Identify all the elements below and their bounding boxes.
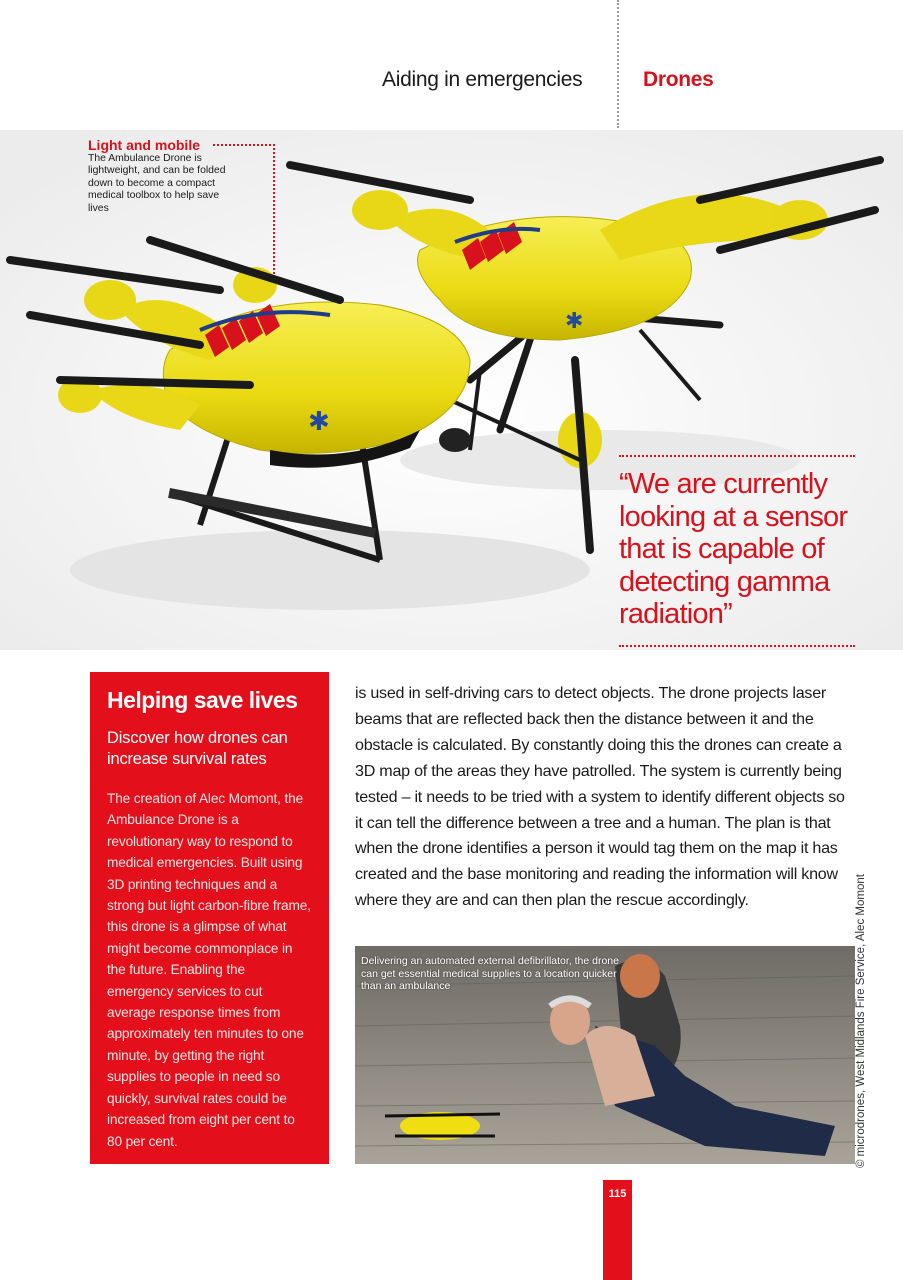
topic-title: Drones <box>643 68 714 91</box>
callout-title: Light and mobile <box>88 137 200 153</box>
defibrillator-photo <box>355 946 855 1164</box>
callout-body: The Ambulance Drone is lightweight, and can be folded down to become a compact medical toolbox to help save lives <box>88 153 226 214</box>
svg-text:✱: ✱ <box>565 309 584 334</box>
callout-light-and-mobile <box>88 137 278 215</box>
quote-rule-top <box>619 455 855 457</box>
header-divider <box>617 0 619 128</box>
pull-quote: “We are currently looking at a sensor that is capable of detecting gamma radiation” <box>619 468 848 630</box>
photo-caption: Delivering an automated external defibrillator, the drone can get essential medical supplies to a location quicker than an ambulance <box>361 955 619 993</box>
quote-rule-bottom <box>619 645 855 647</box>
photo-credit: © microdrones, West Midlands Fire Service, Alec Momont <box>855 874 867 1168</box>
svg-text:✱: ✱ <box>308 407 330 437</box>
sidebar-body: The creation of Alec Momont, the Ambulance Drone is a revolutionary way to respond to medical emergencies. Built using 3D printing techniques and a strong but light carbon-fibre frame, this drone is a glimpse of what might become commonplace in the future. Enabling the emergency services to cut average response times from approximately ten minutes to one minute, by getting the right supplies to people in need so quickly, survival rates could be increased from eight per cent to 80 per cent. <box>107 791 311 1149</box>
section-title: Aiding in emergencies <box>382 68 583 91</box>
page-number: 115 <box>608 1188 627 1200</box>
sidebar-box <box>90 672 329 1164</box>
sidebar-subtitle: Discover how drones can increase survival rates <box>107 729 288 768</box>
sidebar-title: Helping save lives <box>107 687 298 713</box>
body-text: is used in self-driving cars to detect objects. The drone projects laser beams that are reflected back then the distance between it and the obstacle is calculated. By constantly doing this the drones can create a 3D map of the areas they have patrolled. The system is currently being tested – it needs to be tried with a system to identify different objects so it can tell the difference between a tree and a human. The plan is that when the drone identifies a person it would tag them on the map it has created and the base monitoring and reading the information will know where they are and can then plan the rescue accordingly. <box>355 684 845 910</box>
